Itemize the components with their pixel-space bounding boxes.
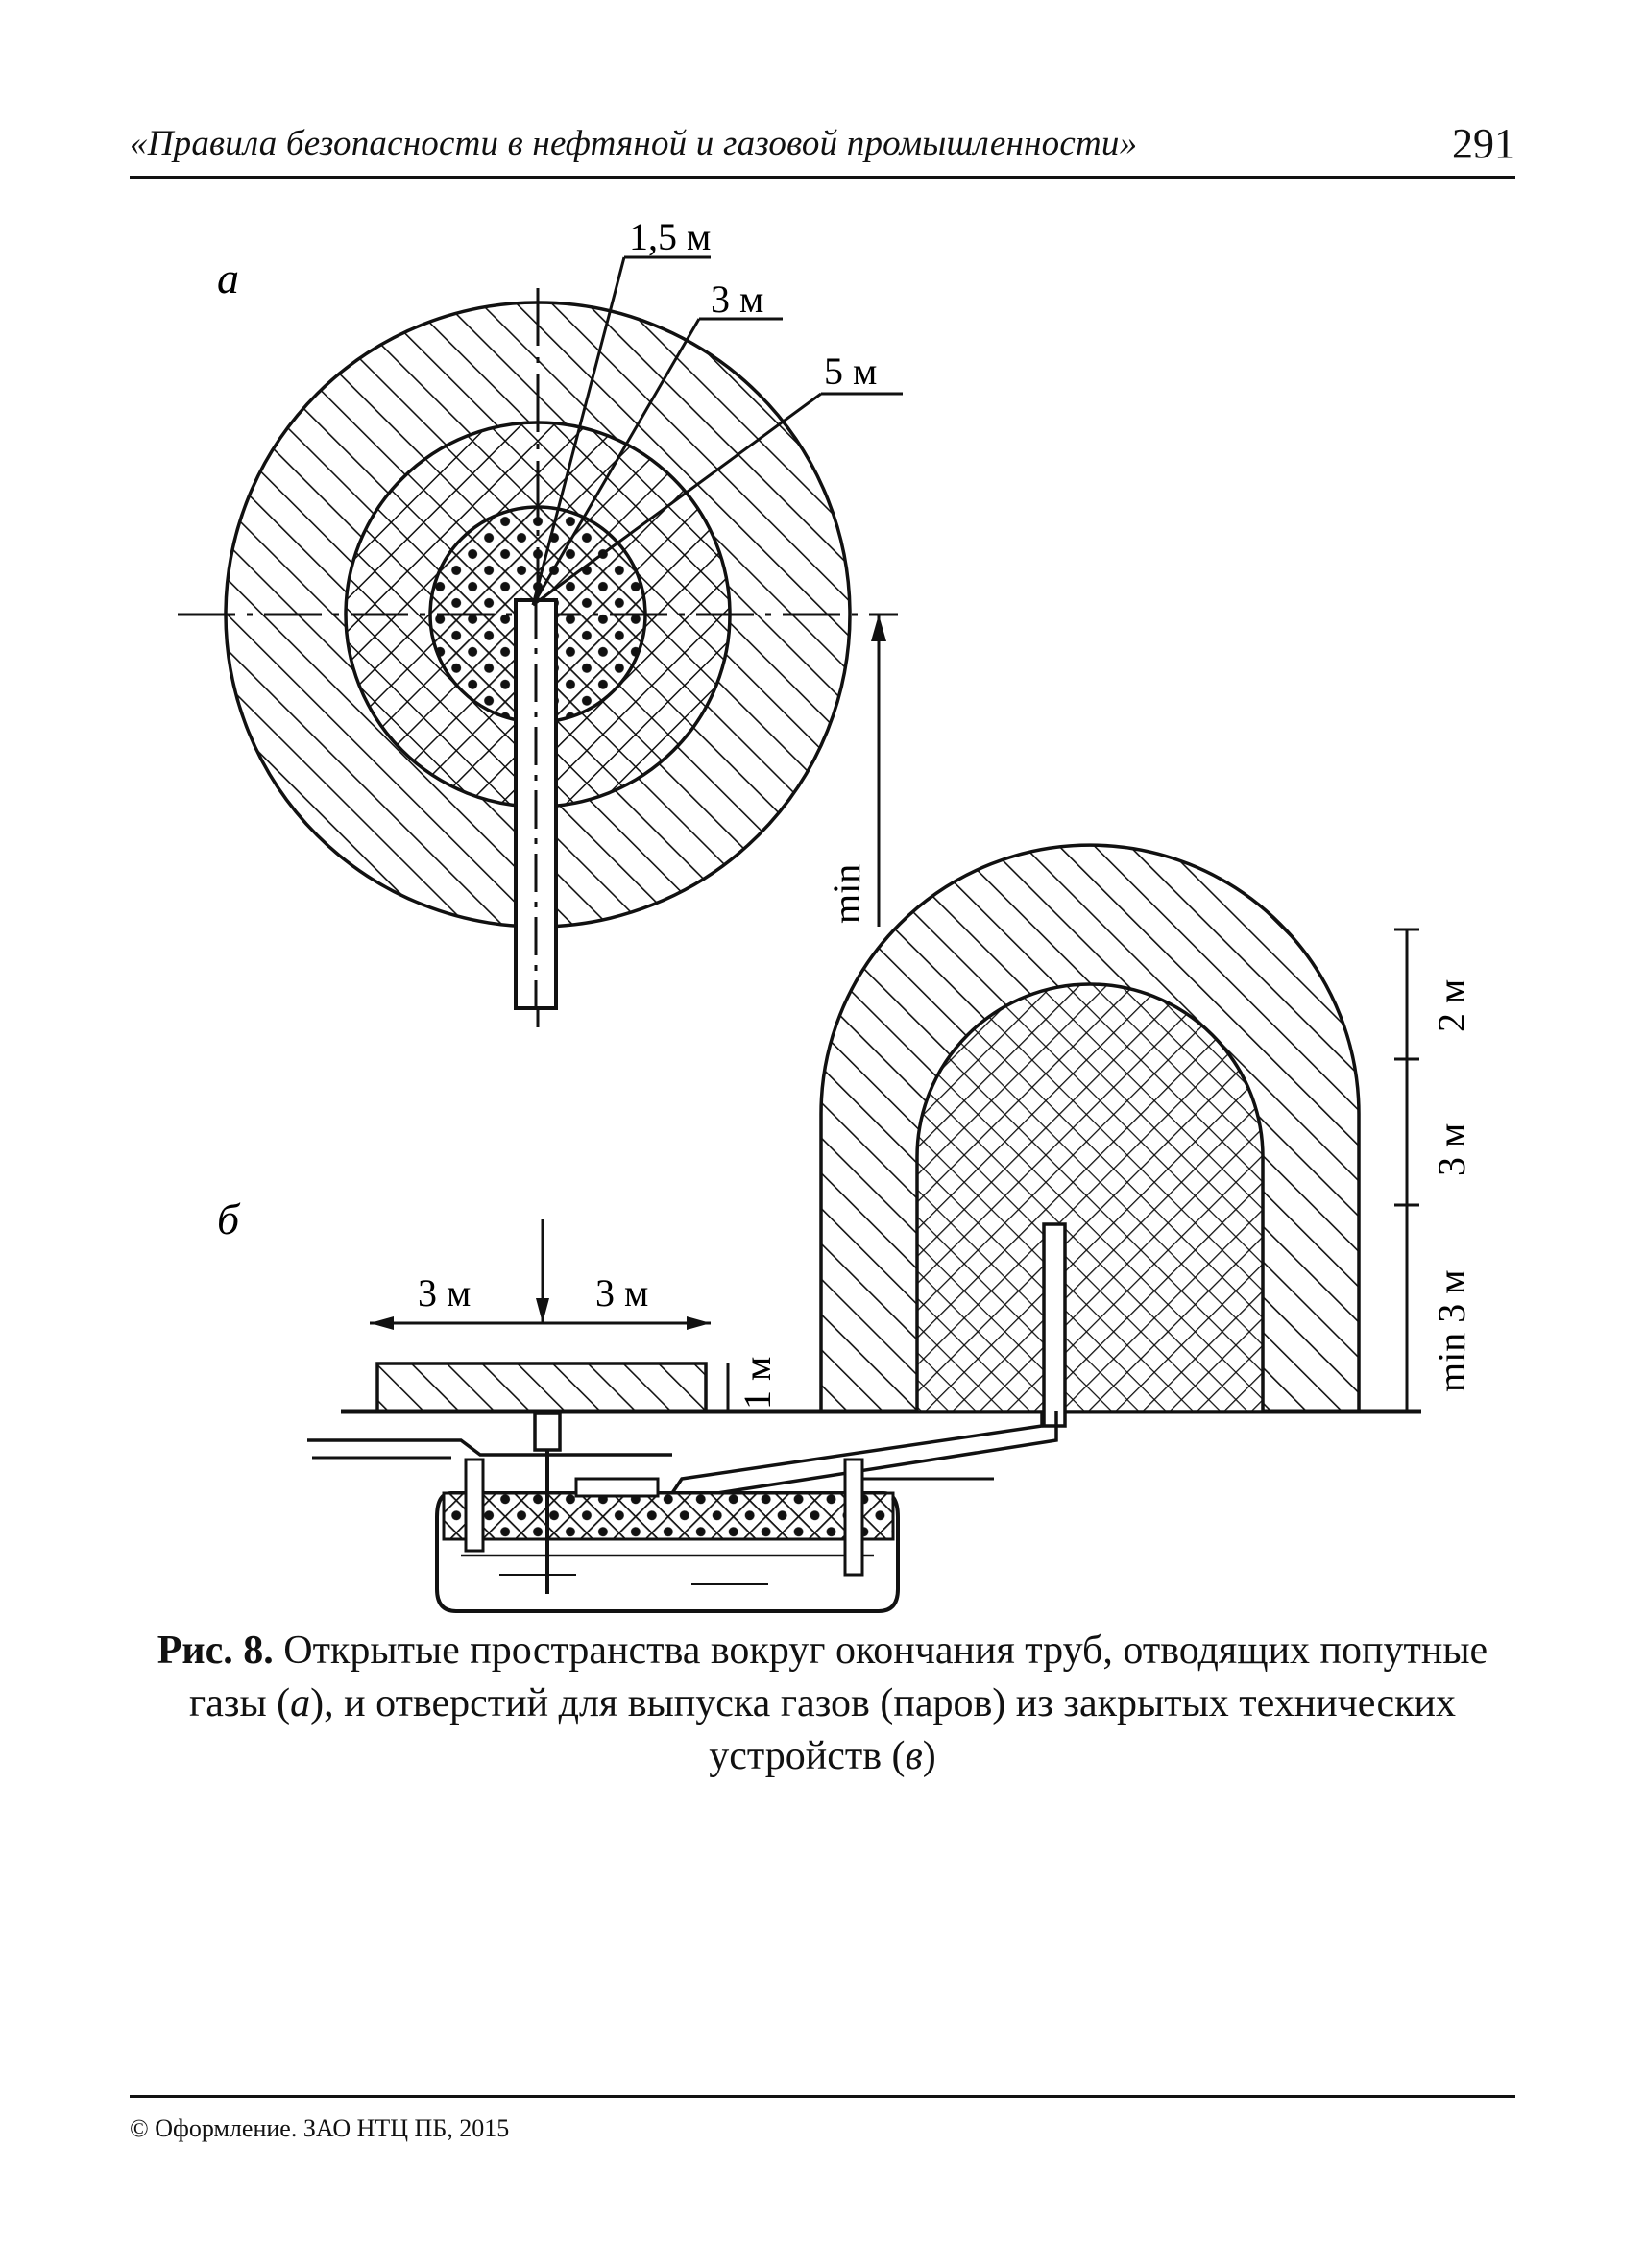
dim-3m: 3 м [711,277,764,321]
dim-min: min [825,863,868,924]
dim-1-5m: 1,5 м [629,215,712,258]
diagram-b [217,845,1473,1611]
zone-arch-inner [917,984,1263,1411]
footer-rule [130,2095,1515,2098]
dim-min-3m: min 3 м [1430,1269,1473,1392]
breather-valve [535,1413,560,1450]
header-title: «Правила безопасности в нефтяной и газовой промышленности» [130,124,1138,163]
footer-copyright: © Оформление. ЗАО НТЦ ПБ, 2015 [130,2114,510,2142]
caption-text-2: ), и отверстий для выпуска газов (паров) из закрытых технических устройств ( [310,1681,1457,1778]
page-number: 291 [1452,120,1515,167]
ground-surface-left [307,1440,672,1455]
dim-5m: 5 м [824,350,878,393]
caption-label: Рис. 8. [157,1629,274,1673]
figure-caption [144,1625,1501,1783]
dim-2m: 2 м [1430,978,1473,1032]
dim-3m-vert: 3 м [1430,1122,1473,1176]
dim-1m: 1 м [736,1356,779,1410]
caption-text-1: Открытые пространства вокруг окончания труб, отводящих попутные газы ( [188,1629,1488,1725]
label-a: а [217,253,239,302]
label-b: б [217,1194,240,1243]
zone-slab-1m [377,1363,706,1411]
caption-letter-v: в [905,1734,923,1778]
diagram-a [178,215,903,1027]
dim-3m-left: 3 м [418,1271,472,1315]
caption-letter-a: а [290,1681,311,1725]
caption-text-3: ) [922,1734,936,1778]
vent-pipe [1044,1224,1065,1426]
tank-vapour-zone [444,1493,893,1539]
dim-3m-right: 3 м [595,1271,649,1315]
